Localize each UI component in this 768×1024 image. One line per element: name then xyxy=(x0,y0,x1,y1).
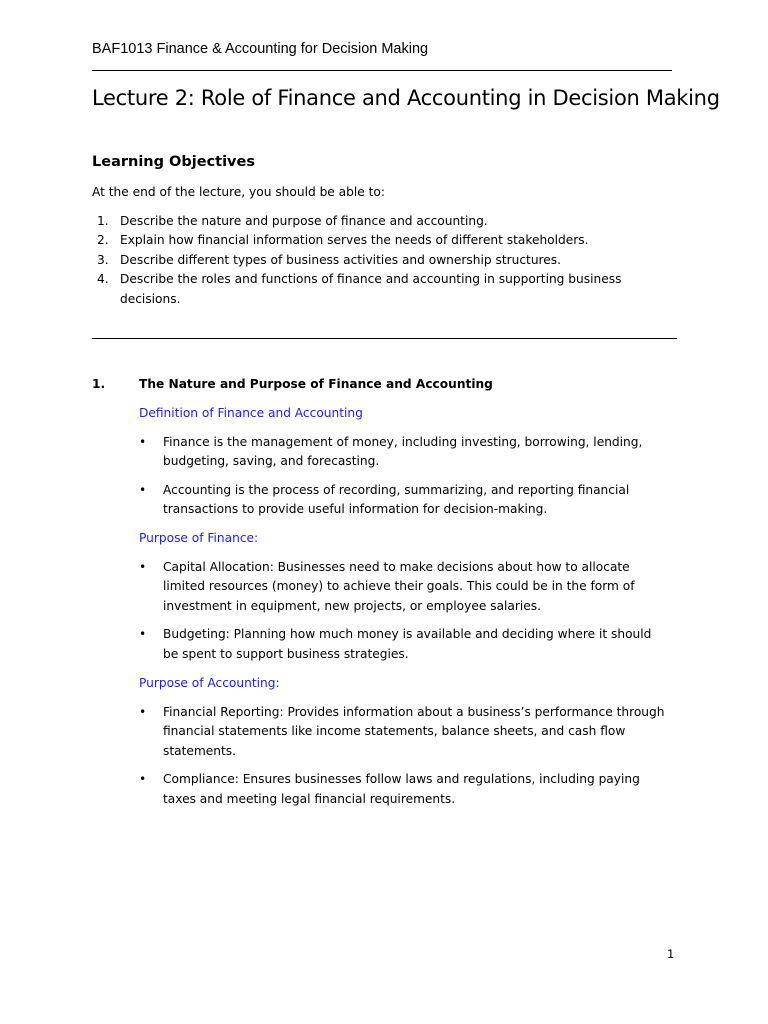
section-title: The Nature and Purpose of Finance and Accounting xyxy=(139,377,493,391)
purpose-finance-bullets xyxy=(139,558,669,664)
objective-number: 1. xyxy=(97,214,109,228)
definition-heading: Definition of Finance and Accounting xyxy=(139,406,363,420)
objective-number: 4. xyxy=(97,272,109,287)
list-item xyxy=(139,625,669,664)
objective-item xyxy=(92,231,652,250)
definition-bullets xyxy=(139,433,669,520)
objective-number: 2. xyxy=(97,233,109,248)
objective-text: Explain how financial information serves the needs of different stakeholders. xyxy=(120,233,589,248)
header-divider xyxy=(92,70,672,71)
bullet-text: Capital Allocation: Businesses need to make decisions about how to allocate limited resources (money) to achieve their goals. This could be in the form of investment in equipment, new projects, or employee salaries. xyxy=(163,560,635,613)
bullet-text: Compliance: Ensures businesses follow laws and regulations, including paying taxes and meeting legal financial requirements. xyxy=(163,772,640,806)
lecture-title: Lecture 2: Role of Finance and Accounting in Decision Making xyxy=(92,86,720,110)
bullet-icon: • xyxy=(139,560,147,574)
section-divider xyxy=(92,338,677,339)
list-item xyxy=(139,703,669,761)
objective-text: Describe the roles and functions of finance and accounting in supporting business decisions. xyxy=(120,272,622,306)
bullet-text: Budgeting: Planning how much money is available and deciding where it should be spent to support business strategies. xyxy=(163,627,652,661)
bullet-text: Accounting is the process of recording, summarizing, and reporting financial transactions to provide useful information for decision-making. xyxy=(163,482,630,517)
purpose-accounting-bullets xyxy=(139,703,669,809)
objective-item xyxy=(92,270,652,309)
purpose-accounting-heading: Purpose of Accounting: xyxy=(139,676,280,690)
objective-item xyxy=(92,251,652,270)
list-item xyxy=(139,558,669,616)
list-item xyxy=(139,770,669,809)
objective-text: Describe the nature and purpose of finance and accounting. xyxy=(120,214,488,228)
learning-objectives-heading: Learning Objectives xyxy=(92,154,255,170)
section-number: 1. xyxy=(92,377,106,391)
purpose-finance-heading: Purpose of Finance: xyxy=(139,531,259,545)
bullet-icon: • xyxy=(139,705,147,719)
objective-item xyxy=(92,212,652,231)
objectives-list xyxy=(92,212,652,309)
bullet-icon: • xyxy=(139,627,147,642)
objective-text: Describe different types of business activities and ownership structures. xyxy=(120,252,562,267)
bullet-icon: • xyxy=(139,435,147,449)
bullet-text: Financial Reporting: Provides information about a business’s performance through financial statements like income statements, balance sheets, and cash flow statements. xyxy=(163,705,665,758)
bullet-icon: • xyxy=(139,772,147,787)
bullet-icon: • xyxy=(139,482,147,497)
list-item xyxy=(139,481,669,520)
bullet-text: Finance is the management of money, including investing, borrowing, lending, budgeting, saving, and forecasting. xyxy=(163,435,643,469)
objective-number: 3. xyxy=(97,252,109,267)
course-header: BAF1013 Finance & Accounting for Decision Making xyxy=(92,41,429,57)
page-number: 1 xyxy=(667,947,675,961)
list-item xyxy=(139,433,669,472)
learning-objectives-intro: At the end of the lecture, you should be able to: xyxy=(92,185,385,199)
